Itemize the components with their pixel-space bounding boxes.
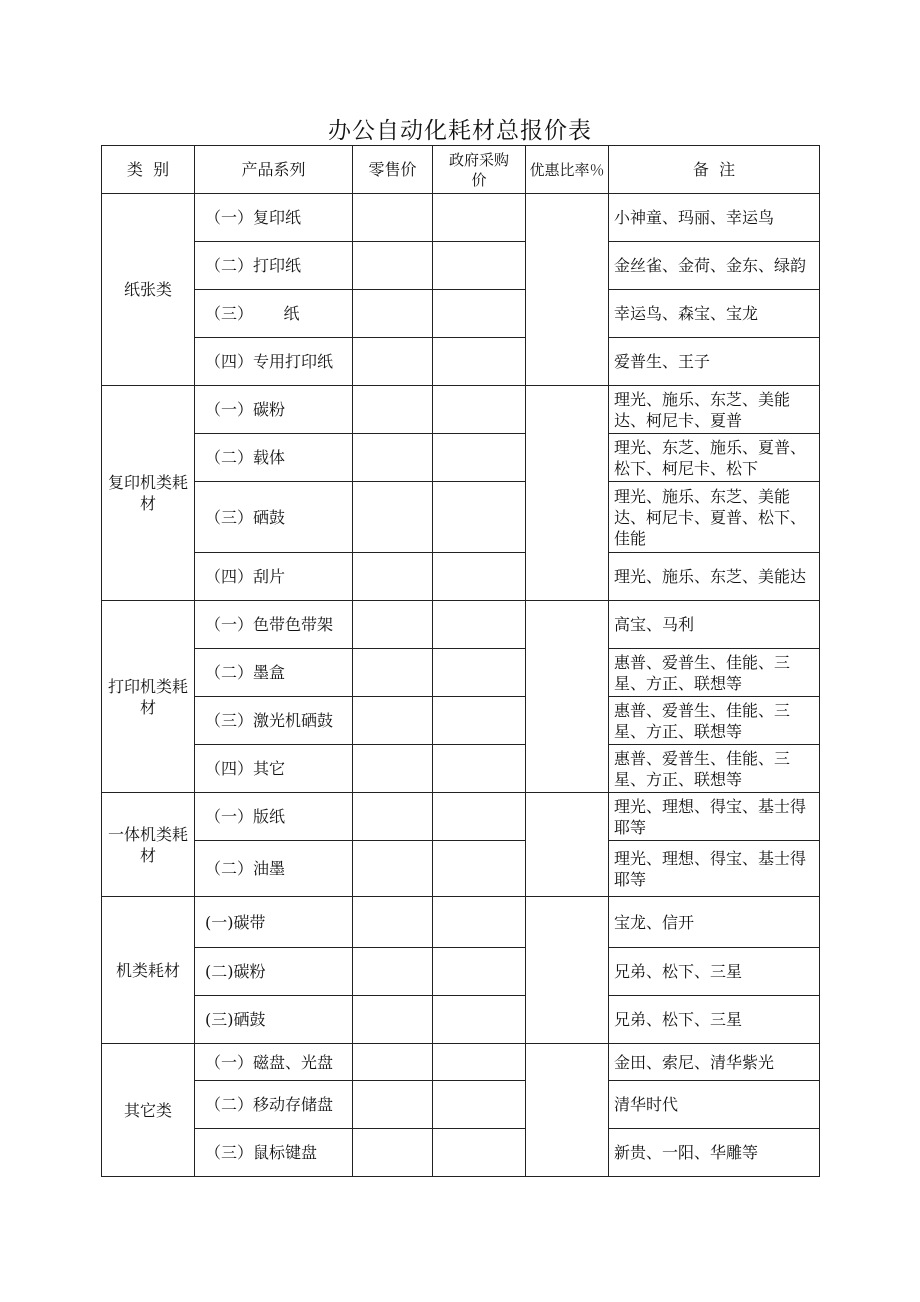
gov-price-cell bbox=[433, 841, 526, 897]
discount-cell bbox=[526, 793, 609, 897]
retail-price-cell bbox=[353, 1129, 433, 1177]
gov-price-cell bbox=[433, 242, 526, 290]
category-cell bbox=[102, 793, 195, 897]
discount-cell bbox=[526, 386, 609, 601]
retail-price-cell bbox=[353, 697, 433, 745]
product-cell: （二）打印纸 bbox=[195, 242, 353, 290]
remarks-cell: 兄弟、松下、三星 bbox=[609, 996, 820, 1044]
category-cell bbox=[102, 601, 195, 793]
header-retail: 零售价 bbox=[353, 146, 433, 194]
product-cell: （三）鼠标键盘 bbox=[195, 1129, 353, 1177]
category-cell bbox=[102, 1044, 195, 1177]
category-label: 机类耗材 bbox=[115, 960, 180, 980]
discount-cell bbox=[526, 897, 609, 1044]
gov-price-cell bbox=[433, 1081, 526, 1129]
remarks-cell: 理光、施乐、东芝、美能达、柯尼卡、夏普、松下、佳能 bbox=[609, 482, 820, 553]
product-cell: （三）硒鼓 bbox=[195, 482, 353, 553]
price-table-body bbox=[102, 146, 820, 1177]
remarks-cell: 理光、理想、得宝、基士得耶等 bbox=[609, 841, 820, 897]
product-cell: （一）碳粉 bbox=[195, 386, 353, 434]
gov-price-cell bbox=[433, 1044, 526, 1081]
gov-price-cell bbox=[433, 697, 526, 745]
category-label: 复印机类耗材 bbox=[108, 473, 189, 513]
product-cell: （三）激光机硒鼓 bbox=[195, 697, 353, 745]
table-row bbox=[102, 1044, 820, 1081]
retail-price-cell bbox=[353, 841, 433, 897]
gov-price-cell bbox=[433, 793, 526, 841]
table-row bbox=[102, 482, 820, 553]
gov-price-cell bbox=[433, 948, 526, 996]
retail-price-cell bbox=[353, 482, 433, 553]
remarks-cell: 惠普、爱普生、佳能、三星、方正、联想等 bbox=[609, 649, 820, 697]
remarks-cell: 爱普生、王子 bbox=[609, 338, 820, 386]
table-row bbox=[102, 948, 820, 996]
product-cell: （一）复印纸 bbox=[195, 194, 353, 242]
retail-price-cell bbox=[353, 386, 433, 434]
remarks-cell: 理光、理想、得宝、基士得耶等 bbox=[609, 793, 820, 841]
gov-price-cell bbox=[433, 194, 526, 242]
table-row bbox=[102, 996, 820, 1044]
category-label: 其它类 bbox=[123, 1100, 172, 1120]
gov-price-cell bbox=[433, 482, 526, 553]
remarks-cell: 宝龙、信开 bbox=[609, 897, 820, 948]
retail-price-cell bbox=[353, 793, 433, 841]
remarks-cell: 小神童、玛丽、幸运鸟 bbox=[609, 194, 820, 242]
product-cell: （一）色带色带架 bbox=[195, 601, 353, 649]
page-title: 办公自动化耗材总报价表 bbox=[328, 118, 592, 144]
gov-price-cell bbox=[433, 601, 526, 649]
retail-price-cell bbox=[353, 897, 433, 948]
header-gov-price bbox=[433, 146, 526, 194]
gov-price-cell bbox=[433, 338, 526, 386]
discount-cell bbox=[526, 601, 609, 793]
remarks-cell: 幸运鸟、森宝、宝龙 bbox=[609, 290, 820, 338]
retail-price-cell bbox=[353, 649, 433, 697]
table-row bbox=[102, 793, 820, 841]
table-row bbox=[102, 242, 820, 290]
product-cell: （二）油墨 bbox=[195, 841, 353, 897]
gov-price-cell bbox=[433, 386, 526, 434]
remarks-cell: 惠普、爱普生、佳能、三星、方正、联想等 bbox=[609, 697, 820, 745]
table-row bbox=[102, 841, 820, 897]
price-table bbox=[101, 145, 820, 1177]
gov-price-cell bbox=[433, 897, 526, 948]
product-cell: （三） 纸 bbox=[195, 290, 353, 338]
table-row bbox=[102, 697, 820, 745]
retail-price-cell bbox=[353, 553, 433, 601]
product-cell: （一）磁盘、光盘 bbox=[195, 1044, 353, 1081]
retail-price-cell bbox=[353, 745, 433, 793]
category-cell bbox=[102, 386, 195, 601]
category-label: 打印机类耗材 bbox=[108, 676, 189, 717]
header-category: 类 别 bbox=[102, 146, 195, 194]
retail-price-cell bbox=[353, 338, 433, 386]
header-discount-label: 优惠比率％ bbox=[529, 160, 605, 179]
table-row bbox=[102, 1129, 820, 1177]
discount-cell bbox=[526, 1044, 609, 1177]
remarks-cell: 理光、施乐、东芝、美能达、柯尼卡、夏普 bbox=[609, 386, 820, 434]
remarks-cell: 金丝雀、金荷、金东、绿韵 bbox=[609, 242, 820, 290]
remarks-cell: 清华时代 bbox=[609, 1081, 820, 1129]
retail-price-cell bbox=[353, 1081, 433, 1129]
retail-price-cell bbox=[353, 1044, 433, 1081]
remarks-cell: 高宝、马利 bbox=[609, 601, 820, 649]
product-cell: （二）移动存储盘 bbox=[195, 1081, 353, 1129]
table-row bbox=[102, 601, 820, 649]
header-discount bbox=[526, 146, 609, 194]
gov-price-cell bbox=[433, 434, 526, 482]
retail-price-cell bbox=[353, 948, 433, 996]
remarks-cell: 兄弟、松下、三星 bbox=[609, 948, 820, 996]
header-gov-price-label: 政府采购价 bbox=[448, 150, 509, 189]
gov-price-cell bbox=[433, 745, 526, 793]
remarks-cell: 新贵、一阳、华雕等 bbox=[609, 1129, 820, 1177]
category-label: 一体机类耗材 bbox=[108, 824, 189, 865]
retail-price-cell bbox=[353, 242, 433, 290]
retail-price-cell bbox=[353, 290, 433, 338]
table-row bbox=[102, 745, 820, 793]
gov-price-cell bbox=[433, 649, 526, 697]
table-row bbox=[102, 553, 820, 601]
gov-price-cell bbox=[433, 553, 526, 601]
product-cell: (三)硒鼓 bbox=[195, 996, 353, 1044]
category-cell bbox=[102, 194, 195, 386]
discount-cell bbox=[526, 194, 609, 386]
table-row bbox=[102, 897, 820, 948]
category-label: 纸张类 bbox=[123, 280, 172, 299]
table-row bbox=[102, 194, 820, 242]
table-row bbox=[102, 1081, 820, 1129]
product-cell: （四）其它 bbox=[195, 745, 353, 793]
table-row bbox=[102, 434, 820, 482]
product-cell: (二)碳粉 bbox=[195, 948, 353, 996]
remarks-cell: 理光、施乐、东芝、美能达 bbox=[609, 553, 820, 601]
header-remarks: 备 注 bbox=[609, 146, 820, 194]
gov-price-cell bbox=[433, 290, 526, 338]
retail-price-cell bbox=[353, 194, 433, 242]
product-cell: （一）版纸 bbox=[195, 793, 353, 841]
product-cell: （四）专用打印纸 bbox=[195, 338, 353, 386]
retail-price-cell bbox=[353, 601, 433, 649]
remarks-cell: 惠普、爱普生、佳能、三星、方正、联想等 bbox=[609, 745, 820, 793]
table-row bbox=[102, 290, 820, 338]
product-cell: （四）刮片 bbox=[195, 553, 353, 601]
gov-price-cell bbox=[433, 996, 526, 1044]
remarks-cell: 理光、东芝、施乐、夏普、松下、柯尼卡、松下 bbox=[609, 434, 820, 482]
retail-price-cell bbox=[353, 434, 433, 482]
table-row bbox=[102, 386, 820, 434]
header-row bbox=[102, 146, 820, 194]
retail-price-cell bbox=[353, 996, 433, 1044]
product-cell: （二）墨盒 bbox=[195, 649, 353, 697]
product-cell: （二）载体 bbox=[195, 434, 353, 482]
remarks-cell: 金田、索尼、清华紫光 bbox=[609, 1044, 820, 1081]
category-cell bbox=[102, 897, 195, 1044]
table-row bbox=[102, 649, 820, 697]
product-cell: (一)碳带 bbox=[195, 897, 353, 948]
gov-price-cell bbox=[433, 1129, 526, 1177]
table-row bbox=[102, 338, 820, 386]
header-product: 产品系列 bbox=[195, 146, 353, 194]
